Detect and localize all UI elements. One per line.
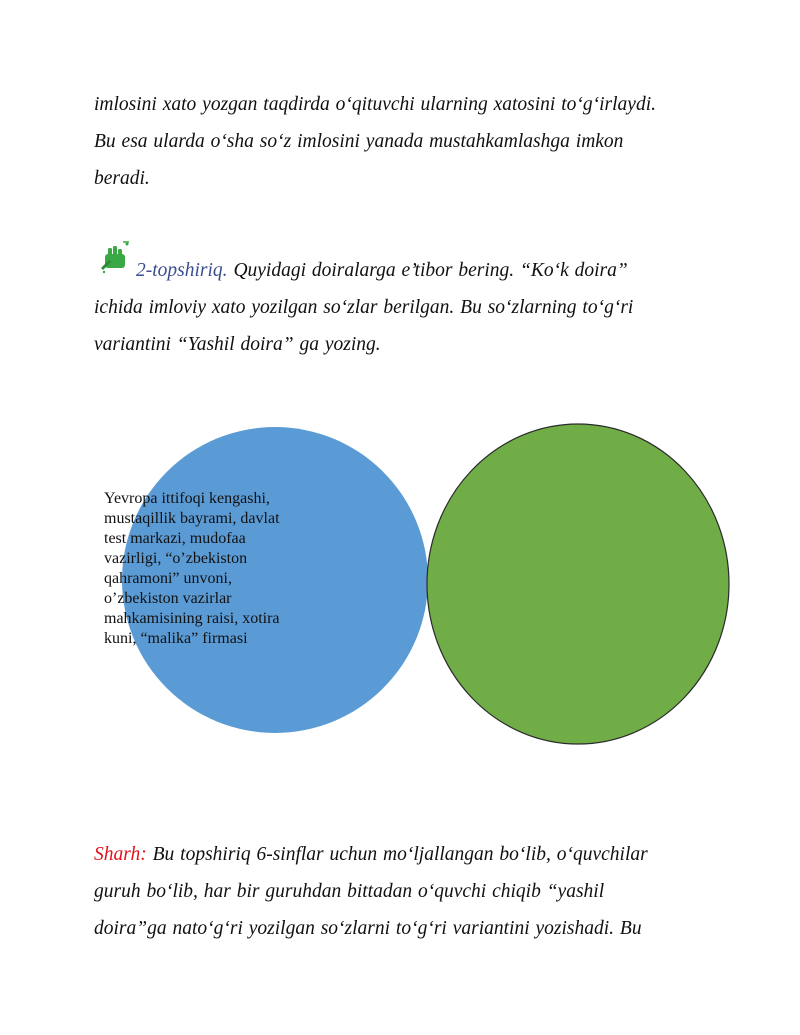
blue-circle-line: mahkamisining raisi, xotira xyxy=(104,610,280,627)
blue-circle-line: o’zbekiston vazirlar xyxy=(104,590,232,607)
intro-line-1: imlosini xato yozgan taqdirda o‘qituvchi ularning xatosini to‘g‘irlaydi. xyxy=(94,94,656,115)
task-line-2: ichida imloviy xato yozilgan so‘zlar berilgan. Bu so‘zlarning to‘g‘ri xyxy=(94,297,634,318)
sharh-paragraph xyxy=(94,836,714,947)
blue-circle-line: vazirligi, “o’zbekiston xyxy=(104,550,248,567)
task-paragraph xyxy=(94,252,714,363)
blue-circle-line: kuni, “malika” firmasi xyxy=(104,630,248,647)
task-line-3: variantini “Yashil doira” ga yozing. xyxy=(94,334,381,355)
green-circle xyxy=(427,424,729,744)
sharh-line-3: doira”ga nato‘g‘ri yozilgan so‘zlarni to‘g‘ri variantini yozishadi. Bu xyxy=(94,918,642,939)
intro-line-3: beradi. xyxy=(94,168,150,189)
blue-circle-text xyxy=(104,489,334,649)
sharh-line-2: guruh bo‘lib, har bir guruhdan bittadan o‘quvchi chiqib “yashil xyxy=(94,881,605,902)
intro-line-2: Bu esa ularda o‘sha so‘z imlosini yanada mustahkamlashga imkon xyxy=(94,131,624,152)
sharh-line-1: Bu topshiriq 6-sinflar uchun mo‘ljallangan bo‘lib, o‘quvchilar xyxy=(146,844,648,865)
blue-circle-line: mustaqillik bayrami, davlat xyxy=(104,510,280,527)
intro-paragraph xyxy=(94,86,714,197)
task-line-1: Quyidagi doiralarga e’tibor bering. “Ko‘k doira” xyxy=(227,260,628,281)
blue-circle-line: Yevropa ittifoqi kengashi, xyxy=(104,490,270,507)
blue-circle-line: qahramoni” unvoni, xyxy=(104,570,232,587)
task-number: 2-topshiriq. xyxy=(136,260,228,281)
sharh-label: Sharh: xyxy=(94,844,147,865)
blue-circle-line: test markazi, mudofaa xyxy=(104,530,246,547)
